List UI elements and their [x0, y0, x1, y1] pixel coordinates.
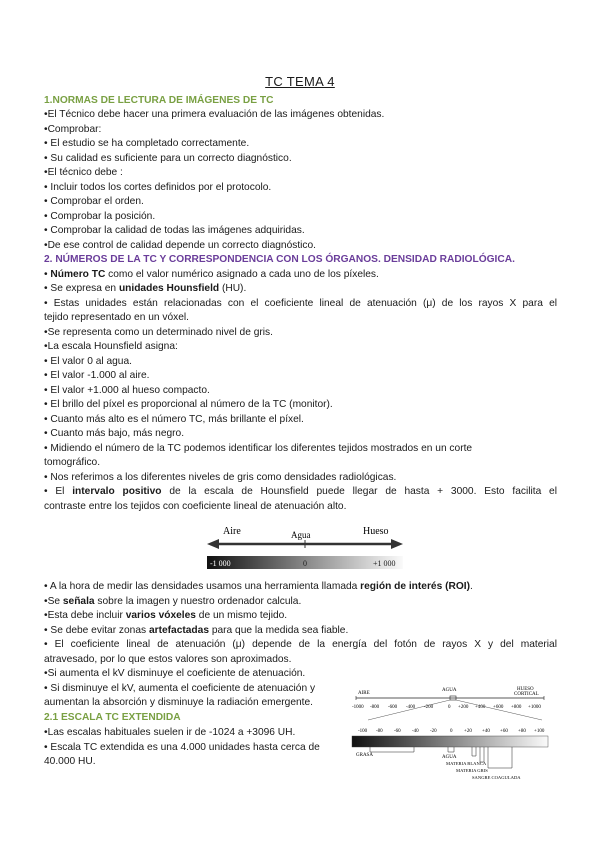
text-line: • El intervalo positivo de la escala de Hounsfield puede llegar de hasta + 3000. Esto facilita el	[44, 486, 557, 497]
text-line: • Nos referimos a los diferentes niveles de gris como densidades radiológicas.	[44, 472, 397, 483]
fig1-arrow-left-head	[207, 539, 219, 549]
fig2-materia-blanca-label: MATERIA BLANCA	[446, 761, 487, 766]
fig2-aire-label: AIRE	[358, 691, 370, 696]
text-line: •La escala Hounsfield asigna:	[44, 341, 178, 352]
text-line: • Incluir todos los cortes definidos por el protocolo.	[44, 182, 272, 193]
fig1-mid-value: 0	[303, 559, 307, 568]
text-line: •El Técnico debe hacer una primera evaluación de las imágenes obtenidas.	[44, 109, 385, 120]
bold-term: señala	[62, 596, 95, 607]
fig2-zoom-line-left	[368, 700, 450, 720]
text-line: •Se representa como un determinado nivel de gris.	[44, 327, 273, 338]
text-line: •De ese control de calidad depende un correcto diagnóstico.	[44, 240, 317, 251]
text-line: aumentan la absorción y disminuye la radiación emergente.	[44, 697, 313, 708]
bold-term: artefactadas	[148, 625, 209, 636]
fig1-arrow-right-head	[391, 539, 403, 549]
text-line: • El brillo del píxel es proporcional al número de la TC (monitor).	[44, 399, 333, 410]
text-line: contraste entre los tejidos con coeficiente lineal de atenuación alto.	[44, 501, 347, 512]
text-line: • El valor -1.000 al aire.	[44, 370, 150, 381]
fig2-cortical-label: CORTICAL	[514, 692, 539, 697]
fig2-grasa-label: GRASA	[356, 753, 373, 758]
fig2-top-tick-labels: -1000 -800 -600 -400 -200 0 +200 +400 +600 +800 +1000	[352, 705, 541, 710]
fig1-left-value: -1 000	[210, 559, 231, 568]
bold-term: Número TC	[50, 269, 106, 280]
text-line: tejido representado en un vóxel.	[44, 312, 189, 323]
section-1-heading: 1.NORMAS DE LECTURA DE IMÁGENES DE TC	[44, 95, 274, 106]
extended-scale-figure	[350, 686, 550, 796]
fig1-mid-label: Agua	[291, 530, 311, 540]
text-line: • El coeficiente lineal de atenuación (μ) depende de la energía del fotón de rayos X y del material	[44, 639, 557, 650]
fig2-materia-gris-label: MATERIA GRIS	[456, 768, 488, 773]
hounsfield-scale-figure	[205, 522, 405, 574]
fig1-right-value: +1 000	[373, 559, 396, 568]
text-line: •Se señala sobre la imagen y nuestro ordenador calcula.	[44, 596, 302, 607]
text-line: • Su calidad es suficiente para un correcto diagnóstico.	[44, 153, 292, 164]
text-line: • Estas unidades están relacionadas con el coeficiente lineal de atenuación (μ) de los rayos X para el	[44, 298, 557, 309]
page-title: TC TEMA 4	[265, 74, 335, 89]
fig2-agua-label: AGUA	[442, 755, 457, 760]
text-line: • El estudio se ha completado correctamente.	[44, 138, 250, 149]
text-line: • A la hora de medir las densidades usamos una herramienta llamada región de interés (ROI).	[44, 581, 473, 592]
bold-term: intervalo positivo	[72, 486, 162, 497]
section-2-heading: 2. NÚMEROS DE LA TC Y CORRESPONDENCIA CON LOS ÓRGANOS. DENSIDAD RADIOLÓGICA.	[44, 254, 515, 265]
fig2-bottom-tick-labels: -100 -80 -60 -40 -20 0 +20 +40 +60 +80 +100	[358, 729, 545, 734]
text-line: • Escala TC extendida es una 4.000 unidades hasta cerca de	[44, 742, 320, 753]
bold-term: unidades Hounsfield	[118, 283, 220, 294]
text-line: •Comprobar:	[44, 124, 102, 135]
text-line: • Si disminuye el kV, aumenta el coeficiente de atenuación y	[44, 683, 316, 694]
fig2-agua-top-label: AGUA	[442, 688, 457, 693]
fig2-sangre-label: SANGRE COAGULADA	[472, 775, 521, 780]
text-line: • El valor +1.000 al hueso compacto.	[44, 385, 210, 396]
text-line: • Cuanto más alto es el número TC, más brillante el píxel.	[44, 414, 304, 425]
fig1-left-label: Aire	[223, 526, 241, 537]
bold-term: varios vóxeles	[125, 610, 196, 621]
text-line: • Cuanto más bajo, más negro.	[44, 428, 185, 439]
text-line: • Se debe evitar zonas artefactadas para que la medida sea fiable.	[44, 625, 349, 636]
text-line: •Esta debe incluir varios vóxeles de un mismo tejido.	[44, 610, 288, 621]
fig2-zoom-line-right	[456, 700, 542, 720]
fig2-hueso-label: HUESO	[517, 687, 534, 692]
text-line: •El técnico debe :	[44, 167, 123, 178]
text-line: • Midiendo el número de la TC podemos identificar los diferentes tejidos mostrados en un corte	[44, 443, 473, 454]
text-line: • El valor 0 al agua.	[44, 356, 132, 367]
text-line: • Se expresa en unidades Hounsfield (HU).	[44, 283, 247, 294]
text-line: •Las escalas habituales suelen ir de -1024 a +3096 UH.	[44, 727, 296, 738]
fig1-right-label: Hueso	[363, 526, 389, 537]
fig2-gradient-bar	[352, 736, 548, 747]
bold-term: región de interés (ROI)	[360, 581, 470, 592]
text-line: • Comprobar la posición.	[44, 211, 156, 222]
text-line: 40.000 HU.	[44, 756, 96, 767]
text-line: atravesado, por lo que estos valores son aproximados.	[44, 654, 292, 665]
text-line: tomográfico.	[44, 457, 101, 468]
text-line: • Comprobar el orden.	[44, 196, 144, 207]
text-line: • Comprobar la calidad de todas las imágenes adquiridas.	[44, 225, 305, 236]
text-line: • Número TC como el valor numérico asignado a cada uno de los píxeles.	[44, 269, 379, 280]
section-2-1-heading: 2.1 ESCALA TC EXTENDIDA	[44, 712, 181, 723]
fig2-range-brackets	[370, 747, 512, 768]
text-line: •Si aumenta el kV disminuye el coeficiente de atenuación.	[44, 668, 306, 679]
